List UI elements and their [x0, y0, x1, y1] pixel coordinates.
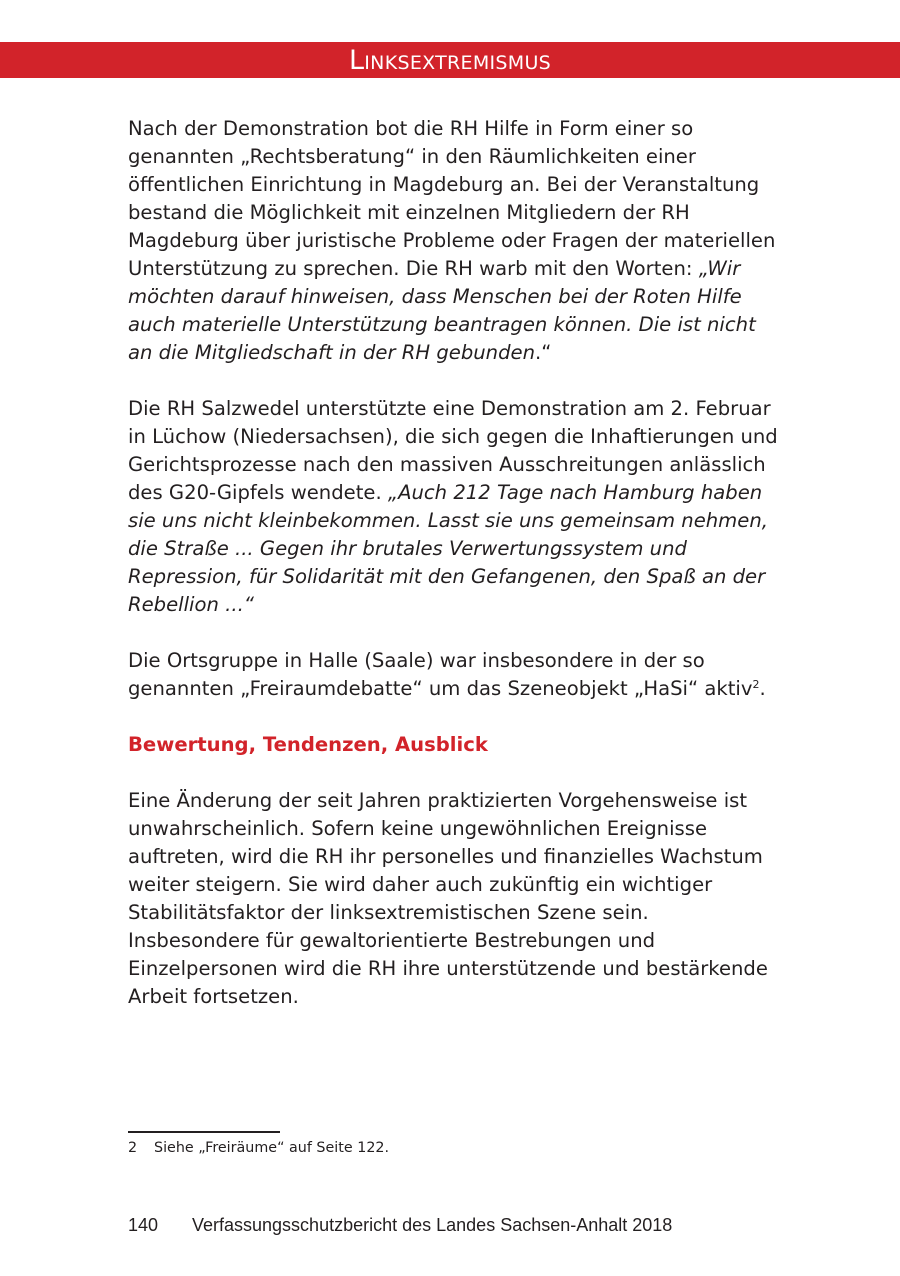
paragraph-2: [128, 395, 778, 619]
footnote: [128, 1138, 389, 1158]
paragraph-1: [128, 115, 778, 367]
publication-title: Verfassungsschutzbericht des Landes Sachsen-Anhalt 2018: [192, 1215, 673, 1235]
section-heading: Bewertung, Tendenzen, Ausblick: [128, 733, 488, 756]
footnote-text: Siehe „Freiräume“ auf Seite 122.: [154, 1140, 390, 1156]
paragraph-1-text: Nach der Demonstration bot die RH Hilfe in Form einer so genannten „Rechtsberatung“ in den Räumlichkeiten einer öffentlichen Einrichtung in Magdeburg an. Bei der Veranstaltung bestand die Möglichkeit mit einzelnen Mitgliedern der RH Magdeburg über juristische Probleme oder Fragen der materiellen Unterstützung zu sprechen. Die RH warb mit den Worten:: [128, 117, 776, 280]
main-text: [128, 115, 778, 1039]
footnote-divider: [128, 1131, 280, 1133]
paragraph-4: Eine Änderung der seit Jahren praktizierten Vorgehensweise ist unwahrscheinlich. Sofern keine ungewöhnlichen Ereignisse auftreten, wird die RH ihr personelles und finanzielles Wachstum weiter steigern. Sie wird daher auch zukünftig ein wichtiger Stabilitätsfaktor der linksextremistischen Szene sein. Insbesondere für gewaltorientierte Bestrebungen und Einzelpersonen wird die RH ihre unterstützende und bestärkende Arbeit fortsetzen.: [128, 789, 768, 1008]
page-footer: [128, 1213, 672, 1237]
footnote-reference: 2: [752, 678, 760, 691]
paragraph-1-quote: „Wir möchten darauf hinweisen, dass Menschen bei der Roten Hilfe auch materielle Unterstützung beantragen können. Die ist nicht an die Mitgliedschaft in der RH gebunden: [128, 257, 756, 364]
section-title-rest: inksextremismus: [364, 45, 552, 76]
paragraph-1-end: .“: [535, 341, 552, 364]
paragraph-3: [128, 647, 778, 703]
footnote-number: 2: [128, 1140, 138, 1156]
paragraph-2-text: Die RH Salzwedel unterstützte eine Demonstration am 2. Februar in Lüchow (Niedersachsen), die sich gegen die Inhaftierungen und Gerichtsprozesse nach den massiven Ausschreitungen anlässlich des G20-Gipfels wendete.: [128, 397, 778, 504]
section-title-initial: L: [348, 45, 365, 76]
paragraph-2-quote: „Auch 212 Tage nach Hamburg haben sie uns nicht kleinbekommen. Lasst sie uns gemeinsam nehmen, die Straße ... Gegen ihr brutales Verwertungssystem und Repression, für Solidarität mit den Gefangenen, den Spaß an der Rebellion ...“: [128, 481, 768, 616]
page-number: 140: [128, 1215, 159, 1235]
paragraph-3-text: Die Ortsgruppe in Halle (Saale) war insbesondere in der so genannten „Freiraumdebatte“ um das Szeneobjekt „HaSi“ aktiv: [128, 649, 753, 700]
paragraph-3-end: .: [759, 677, 766, 700]
section-title: [0, 45, 900, 77]
